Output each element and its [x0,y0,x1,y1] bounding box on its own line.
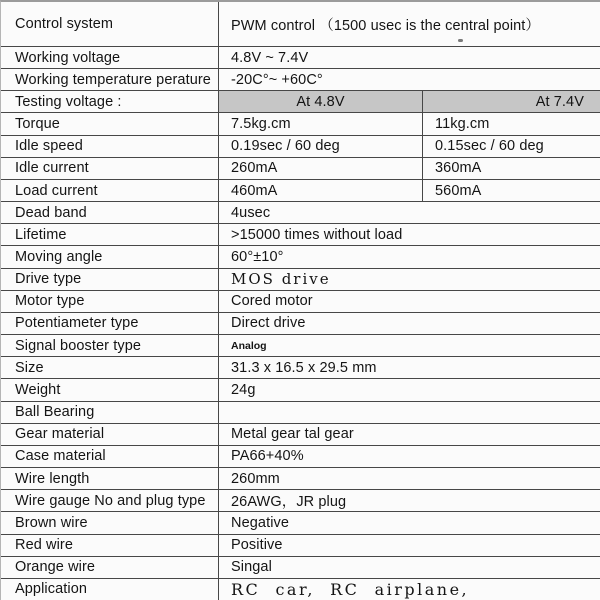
row-label: Testing voltage : [15,93,122,110]
row-label: Lifetime [15,226,67,243]
row-value: 4.8V ~ 7.4V [218,47,600,68]
row-label: Size [15,359,44,376]
table-row [1,112,600,134]
table-row [1,179,600,201]
row-label: Wire length [15,470,90,487]
row-value: >15000 times without load [218,224,600,245]
row-value: MOS drive [218,269,600,290]
table-row [1,223,600,245]
table-row [1,68,600,90]
row-label: Application [15,581,88,598]
row-value: 4usec [218,202,600,223]
row-value: Negative [218,512,600,533]
table-row [1,556,600,578]
table-row [1,423,600,445]
row-value: 24g [218,379,600,400]
row-label: Working temperature perature [15,71,211,88]
row-label: Motor type [15,293,85,310]
table-row [1,445,600,467]
table-row [1,334,600,356]
row-value: 260mm [218,468,600,489]
row-value: Direct drive [218,313,600,334]
row-value: Positive [218,535,600,556]
row-value: Cored motor [218,291,600,312]
table-row [1,578,600,600]
row-value: 26AWG，JR plug [218,490,600,511]
row-value-at-4-8v: 7.5kg.cm [218,113,422,134]
row-label: Case material [15,448,106,465]
row-label: Red wire [15,537,74,554]
row-label: Potentiameter type [15,315,139,332]
table-row [1,489,600,511]
row-label: Brown wire [15,514,88,531]
row-value: -20C°~ +60C° [218,69,600,90]
row-value-at-4-8v: 260mA [218,158,422,179]
row-value-at-7-4v: 560mA [422,180,600,201]
row-value: RC car, RC airplane, [218,579,600,600]
table-row [1,511,600,533]
row-label: Load current [15,182,98,199]
table-row [1,356,600,378]
row-label: Moving angle [15,249,103,266]
row-value: Analog [218,335,600,356]
table-row [1,2,600,46]
row-value [218,402,600,423]
row-value-at-7-4v: 360mA [422,158,600,179]
row-label: Idle speed [15,138,83,155]
row-label: Ball Bearing [15,404,95,421]
row-value-at-7-4v: 0.15sec / 60 deg [422,136,600,157]
table-row [1,312,600,334]
table-row [1,245,600,267]
table-row [1,290,600,312]
row-label: Wire gauge No and plug type [15,492,206,509]
row-value-at-4-8v: 0.19sec / 60 deg [218,136,422,157]
row-value: PA66+40% [218,446,600,467]
row-value: 31.3 x 16.5 x 29.5 mm [218,357,600,378]
table-row [1,268,600,290]
row-value-at-7-4v: 11kg.cm [422,113,600,134]
row-label: Orange wire [15,559,96,576]
table-row [1,46,600,68]
row-label: Idle current [15,160,89,177]
testing-voltage-header-row [1,90,600,112]
row-label: Dead band [15,204,87,221]
row-value-at-4-8v: At 4.8V [218,91,422,112]
table-row [1,157,600,179]
print-smudge-mark [458,39,463,42]
row-value: PWM control （1500 usec is the central point） [218,2,600,46]
row-value-at-4-8v: 460mA [218,180,422,201]
row-label: Drive type [15,271,82,288]
table-row [1,201,600,223]
table-row [1,135,600,157]
table-row [1,401,600,423]
row-label: Gear material [15,426,105,443]
row-value: Metal gear tal gear [218,424,600,445]
row-value: 60°±10° [218,246,600,267]
table-row [1,467,600,489]
table-row [1,378,600,400]
row-value: Singal [218,557,600,578]
table-row [1,534,600,556]
row-label: Signal booster type [15,337,142,354]
row-value-at-7-4v: At 7.4V [422,91,600,112]
row-label: Weight [15,381,61,398]
row-label: Torque [15,116,60,133]
row-label: Control system [15,16,114,32]
row-label: Working voltage [15,49,121,66]
